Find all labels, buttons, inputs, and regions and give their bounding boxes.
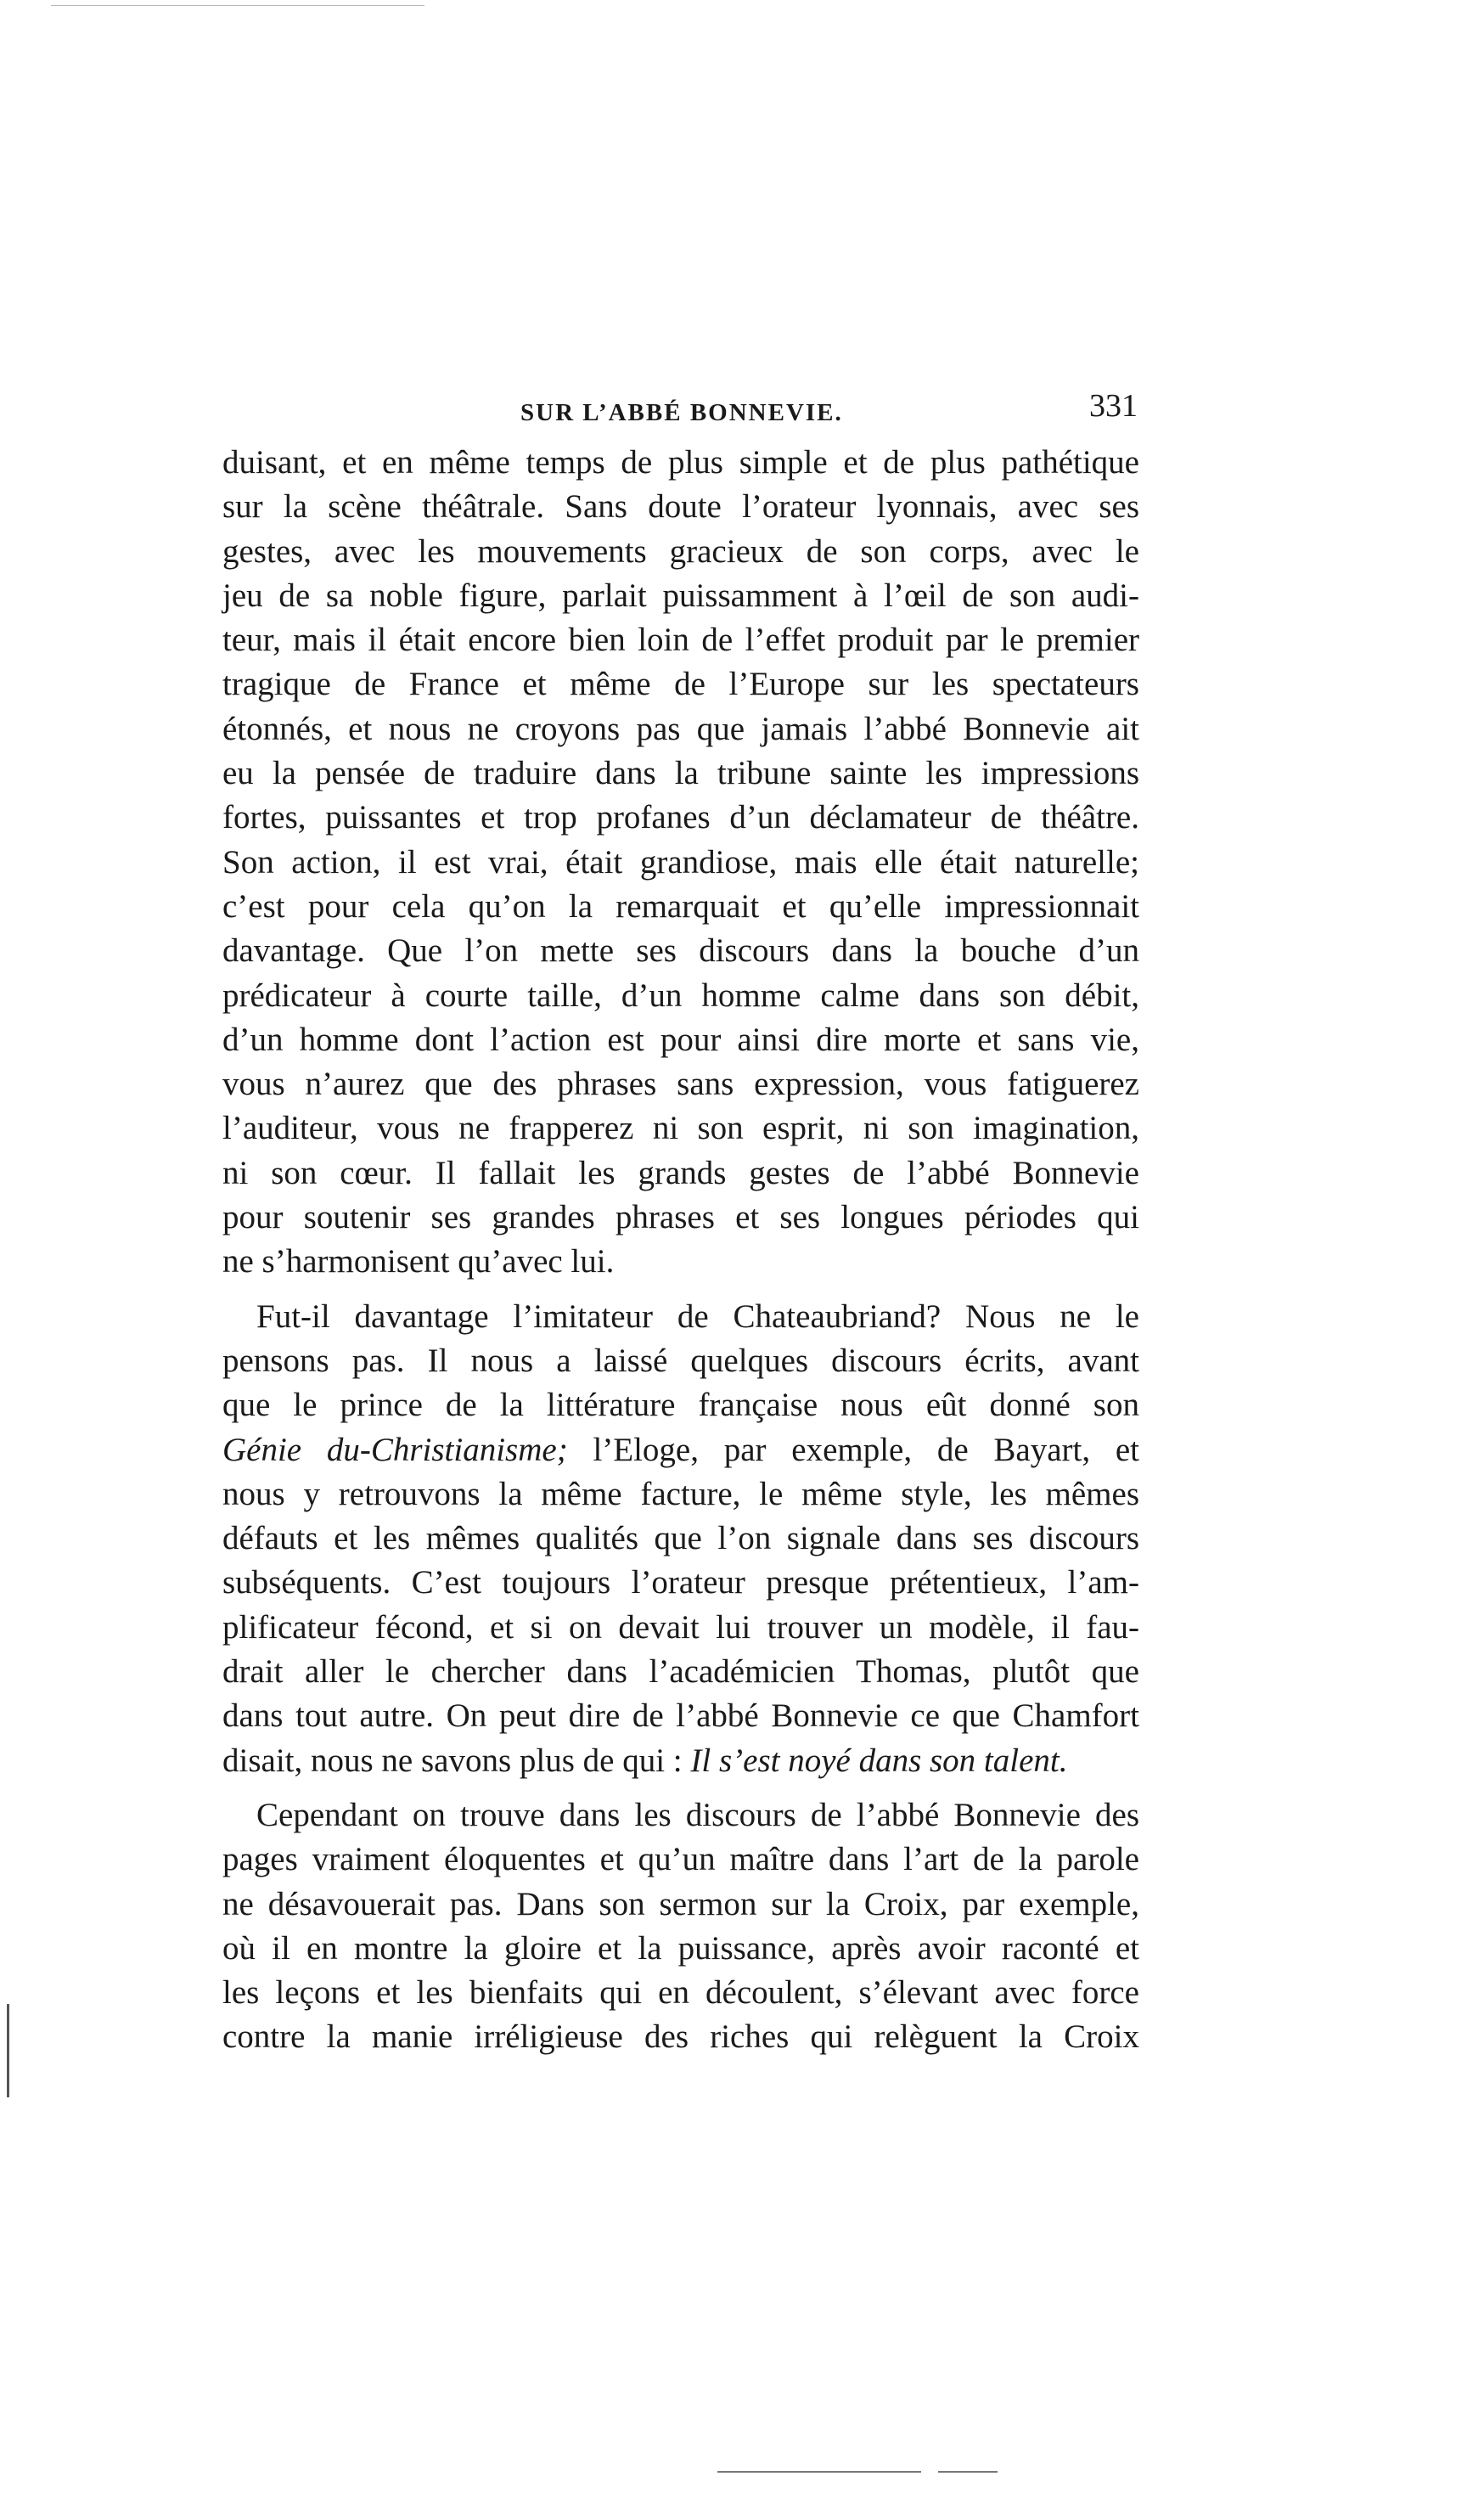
text-line: jeu de sa noble figure, parlait puissamment à l’œil de son audi-: [222, 577, 1139, 614]
text-line: étonnés, et nous ne croyons pas que jamais l’abbé Bonnevie ait: [222, 710, 1139, 747]
paragraph-3: [222, 1793, 1139, 2060]
running-head: SUR L’ABBÉ BONNEVIE.: [520, 399, 843, 426]
page-number: 331: [1089, 388, 1138, 424]
scan-artifact-mark: [7, 2004, 9, 2097]
scan-artifact-line: [717, 2471, 921, 2473]
text-line: défauts et les mêmes qualités que l’on signale dans ses discours: [222, 1520, 1139, 1557]
text-line: contre la manie irréligieuse des riches qui relèguent la Croix: [222, 2018, 1139, 2056]
text-line: plificateur fécond, et si on devait lui trouver un modèle, il fau-: [222, 1608, 1139, 1646]
italic-title: Génie du-Christianisme;: [222, 1431, 568, 1468]
text-line-with-italic-quote: [222, 1739, 1139, 1783]
text-line: Son action, il est vrai, était grandiose, mais elle était naturelle;: [222, 843, 1139, 881]
text-line: eu la pensée de traduire dans la tribune sainte les impressions: [222, 755, 1139, 792]
text-line: Cependant on trouve dans les discours de l’abbé Bonnevie des: [256, 1796, 1139, 1833]
text-line: prédicateur à courte taille, d’un homme calme dans son débit,: [222, 977, 1139, 1014]
text-line: nous y retrouvons la même facture, le même style, les mêmes: [222, 1475, 1139, 1512]
text-line: gestes, avec les mouvements gracieux de son corps, avec le: [222, 532, 1139, 570]
text-line: sur la scène théâtrale. Sans doute l’orateur lyonnais, avec ses: [222, 488, 1139, 526]
text-line: pensons pas. Il nous a laissé quelques discours écrits, avant: [222, 1342, 1139, 1379]
text-line: Fut-il davantage l’imitateur de Chateaubriand? Nous ne le: [256, 1297, 1139, 1335]
text-line: d’un homme dont l’action est pour ainsi dire morte et sans vie,: [222, 1021, 1139, 1058]
scan-artifact-line: [938, 2471, 998, 2473]
text-line: vous n’aurez que des phrases sans expression, vous fatiguerez: [222, 1066, 1139, 1103]
text-line: pour soutenir ses grandes phrases et ses longues périodes qui: [222, 1199, 1139, 1236]
text-line: fortes, puissantes et trop profanes d’un déclamateur de théâtre.: [222, 799, 1139, 836]
text-line: subséquents. C’est toujours l’orateur presque prétentieux, l’am-: [222, 1564, 1139, 1601]
text-line: où il en montre la gloire et la puissance, après avoir raconté et: [222, 1929, 1139, 1967]
text-line: que le prince de la littérature française nous eût donné son: [222, 1387, 1139, 1424]
text-line: c’est pour cela qu’on la remarquait et qu’elle impressionnait: [222, 887, 1139, 925]
text-line: l’auditeur, vous ne frapperez ni son esprit, ni son imagination,: [222, 1110, 1139, 1147]
line-rest: l’Eloge, par exemple, de Bayart, et: [567, 1431, 1139, 1468]
text-line: les leçons et les bienfaits qui en découlent, s’élevant avec force: [222, 1974, 1139, 2012]
line-start: disait, nous ne savons plus de qui :: [222, 1742, 691, 1779]
text-line: pages vraiment éloquentes et qu’un maître dans l’art de la parole: [222, 1841, 1139, 1878]
scan-artifact-line: [51, 5, 424, 6]
text-line: davantage. Que l’on mette ses discours dans la bouche d’un: [222, 932, 1139, 970]
text-line: drait aller le chercher dans l’académicien Thomas, plutôt que: [222, 1653, 1139, 1691]
paragraph-1: [222, 441, 1139, 1285]
text-line: tragique de France et même de l’Europe sur les spectateurs: [222, 666, 1139, 703]
text-line: ne désavouerait pas. Dans son sermon sur la Croix, par exemple,: [222, 1885, 1139, 1922]
text-line: ne s’harmonisent qu’avec lui.: [222, 1243, 615, 1280]
text-line-with-italic-title: [222, 1428, 1139, 1472]
text-line: teur, mais il était encore bien loin de l’effet produit par le premier: [222, 622, 1139, 659]
text-line: dans tout autre. On peut dire de l’abbé Bonnevie ce que Chamfort: [222, 1697, 1139, 1735]
text-line: duisant, et en même temps de plus simple et de plus pathétique: [222, 444, 1139, 481]
text-line: ni son cœur. Il fallait les grands gestes de l’abbé Bonnevie: [222, 1154, 1139, 1191]
italic-quote: Il s’est noyé dans son talent.: [690, 1742, 1068, 1779]
paragraph-2: [222, 1295, 1139, 1783]
page-header: [216, 387, 1138, 438]
text-body: [222, 441, 1139, 2060]
